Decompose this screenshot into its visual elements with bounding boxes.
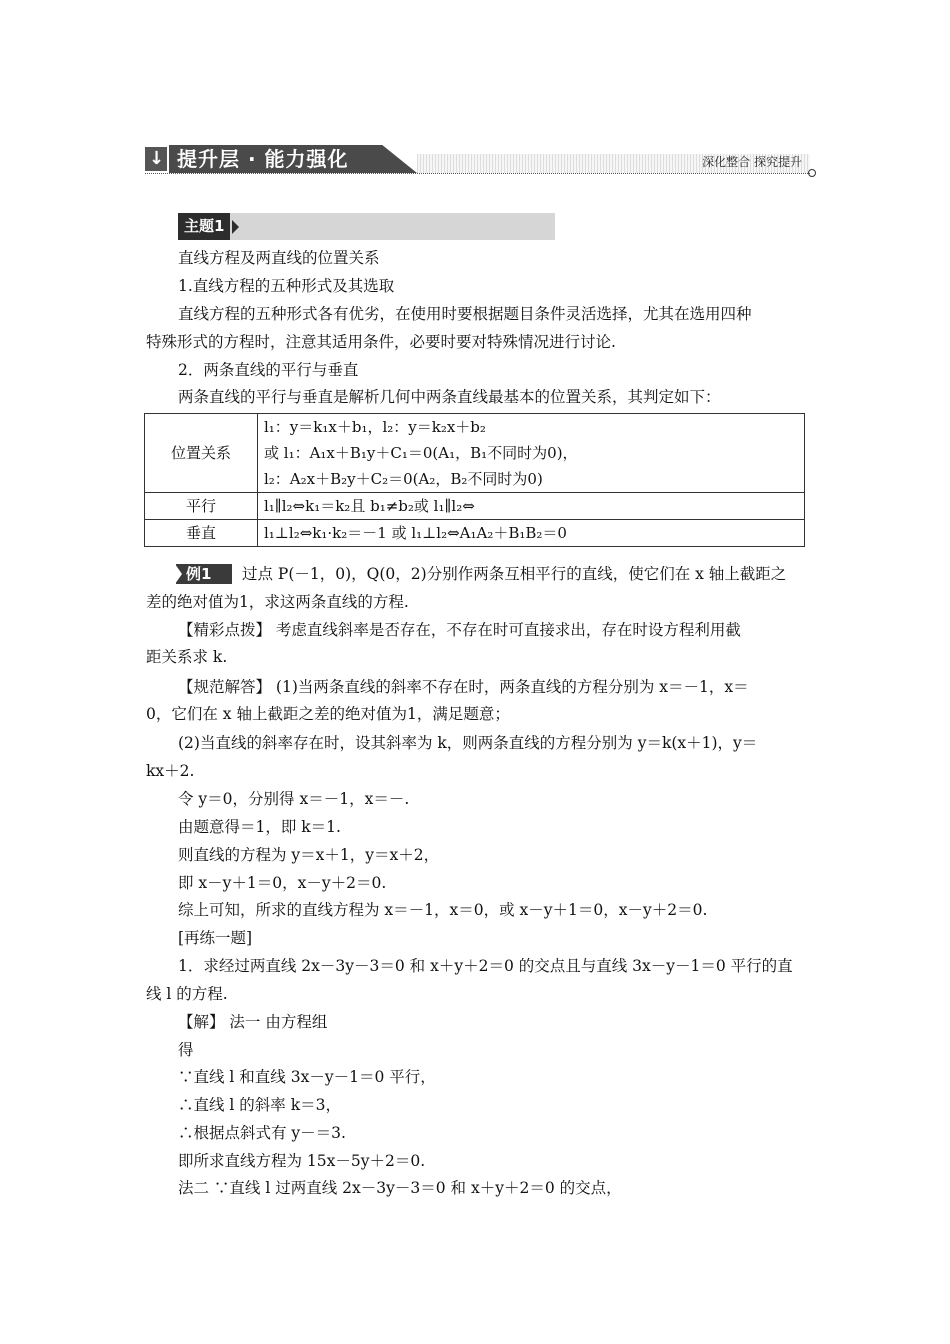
practice-answer-line3: ∵直线 l 和直线 3x－y－1＝0 平行， bbox=[178, 1068, 436, 1086]
topic-label: 主题1 bbox=[178, 213, 230, 240]
hint-line2: 距关系求 k. bbox=[146, 648, 228, 666]
example-tag-label: 例1 bbox=[186, 565, 212, 583]
topic-heading: 直线方程及两直线的位置关系 bbox=[178, 249, 380, 267]
table-cell: l₁⊥l₂⇔k₁·k₂＝－1 或 l₁⊥l₂⇔A₁A₂＋B₁B₂＝0 bbox=[258, 520, 805, 547]
example-question-line2: 差的绝对值为1，求这两条直线的方程. bbox=[146, 593, 409, 611]
section-2-title: 2．两条直线的平行与垂直 bbox=[178, 361, 359, 379]
banner-rule bbox=[145, 173, 810, 174]
practice-answer-line2: 得 bbox=[178, 1041, 194, 1059]
example-question-line1: 过点 P(－1，0)，Q(0，2)分别作两条互相平行的直线，使它们在 x 轴上截距之 bbox=[242, 565, 787, 583]
solution-line1: 【规范解答】 (1)当两条直线的斜率不存在时，两条直线的方程分别为 x＝－1，x＝ bbox=[178, 678, 749, 696]
practice-question-line2: 线 l 的方程. bbox=[146, 985, 228, 1003]
banner-end-dot bbox=[808, 169, 816, 177]
table-cell: l₁∥l₂⇔k₁＝k₂且 b₁≠b₂或 l₁∥l₂⇔ bbox=[258, 493, 805, 520]
practice-answer-line1: 【解】 法一 由方程组 bbox=[178, 1013, 328, 1031]
table-head-cell: 垂直 bbox=[145, 520, 258, 547]
solution-line7: 则直线的方程为 y＝x＋1，y＝x＋2， bbox=[178, 846, 440, 864]
topic-bar bbox=[178, 213, 555, 240]
solution-line8: 即 x－y＋1＝0，x－y＋2＝0. bbox=[178, 874, 387, 892]
section-2-para: 两条直线的平行与垂直是解析几何中两条直线最基本的位置关系，其判定如下： bbox=[178, 388, 721, 406]
practice-answer-line5: ∴根据点斜式有 y－＝3. bbox=[178, 1124, 346, 1142]
banner-subtitle: 深化整合 探究提升 bbox=[702, 155, 802, 169]
section-banner bbox=[145, 139, 810, 175]
practice-answer-line6: 即所求直线方程为 15x－5y＋2＝0. bbox=[178, 1152, 426, 1170]
section-1-title: 1.直线方程的五种形式及其选取 bbox=[178, 277, 395, 295]
table-row bbox=[145, 520, 805, 547]
solution-line3: (2)当直线的斜率存在时，设其斜率为 k，则两条直线的方程分别为 y＝k(x＋1)，y＝ bbox=[178, 734, 758, 752]
table-cell-line: l₂：A₂x＋B₂y＋C₂＝0(A₂，B₂不同时为0) bbox=[264, 470, 543, 488]
practice-label: [再练一题] bbox=[178, 929, 253, 947]
solution-line9: 综上可知，所求的直线方程为 x＝－1，x＝0，或 x－y＋1＝0，x－y＋2＝0. bbox=[178, 901, 708, 919]
table-row bbox=[145, 414, 805, 493]
table-head-cell: 位置关系 bbox=[145, 414, 258, 493]
section-1-para-line2: 特殊形式的方程时，注意其适用条件，必要时要对特殊情况进行讨论. bbox=[146, 333, 616, 351]
example-tag bbox=[176, 564, 232, 584]
down-arrow-icon bbox=[145, 147, 167, 171]
practice-answer-line4: ∴直线 l 的斜率 k＝3， bbox=[178, 1096, 341, 1114]
table-head-cell: 平行 bbox=[145, 493, 258, 520]
practice-question-line1: 1．求经过两直线 2x－3y－3＝0 和 x＋y＋2＝0 的交点且与直线 3x－y－1＝0 平行的直 bbox=[178, 957, 793, 975]
table-cell-line: 或 l₁：A₁x＋B₁y＋C₁＝0(A₁，B₁不同时为0)， bbox=[264, 444, 578, 462]
table-row bbox=[145, 493, 805, 520]
section-1-para-line1: 直线方程的五种形式各有优劣，在使用时要根据题目条件灵活选择，尤其在选用四种 bbox=[178, 305, 752, 323]
relationship-table bbox=[144, 413, 805, 547]
solution-line5: 令 y＝0，分别得 x＝－1，x＝－. bbox=[178, 790, 410, 808]
banner-title: 提升层 · 能力强化 bbox=[177, 147, 349, 171]
solution-line2: 0，它们在 x 轴上截距之差的绝对值为1，满足题意； bbox=[146, 705, 510, 723]
topic-pointer-icon bbox=[232, 220, 239, 234]
table-cell bbox=[258, 414, 805, 493]
solution-line6: 由题意得＝1，即 k＝1. bbox=[178, 818, 341, 836]
solution-line4: kx＋2. bbox=[146, 762, 195, 780]
table-cell-line: l₁：y＝k₁x＋b₁，l₂：y＝k₂x＋b₂ bbox=[264, 418, 486, 436]
hint-line1: 【精彩点拨】 考虑直线斜率是否存在，不存在时可直接求出，存在时设方程利用截 bbox=[178, 621, 741, 639]
practice-answer-line7: 法二 ∵直线 l 过两直线 2x－3y－3＝0 和 x＋y＋2＝0 的交点， bbox=[178, 1179, 622, 1197]
